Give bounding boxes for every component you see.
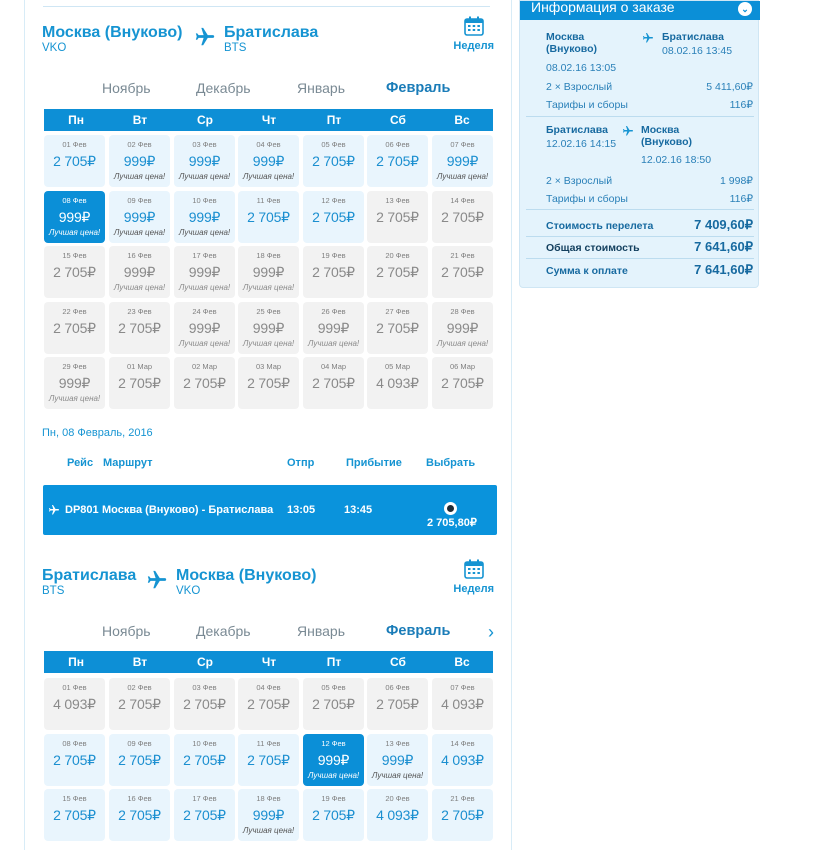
- calendar-day-cell[interactable]: [367, 191, 428, 243]
- calendar-day-cell[interactable]: [432, 135, 493, 187]
- day-price: 999₽: [252, 319, 285, 336]
- leg1-fee-label: Тарифы и сборы: [546, 99, 628, 111]
- calendar-day-cell[interactable]: [367, 789, 428, 841]
- day-price: 2 705₽: [53, 153, 96, 169]
- tab-month-november[interactable]: Ноябрь: [102, 80, 151, 96]
- day-date: 24 Фев: [192, 306, 217, 316]
- weekday-label: Вт: [132, 655, 148, 669]
- best-price-badge: Лучшая цена!: [48, 227, 101, 237]
- plane-icon: [622, 124, 634, 136]
- calendar-day-cell[interactable]: [303, 302, 364, 354]
- day-date: 07 Фев: [450, 683, 475, 692]
- day-price: 2 705₽: [441, 807, 484, 823]
- day-date: 19 Фев: [321, 794, 346, 803]
- day-price: 2 705₽: [312, 375, 355, 391]
- pay-label: Сумма к оплате: [546, 265, 628, 277]
- leg2-to-time: 12.02.16 18:50: [641, 154, 712, 166]
- outbound-from-city: Москва (Внуково): [42, 24, 183, 41]
- day-date: 16 Фев: [127, 794, 152, 803]
- calendar-icon[interactable]: [464, 559, 484, 579]
- best-price-badge: Лучшая цена!: [113, 283, 166, 292]
- flight-select-radio[interactable]: [444, 502, 457, 515]
- best-price-badge: Лучшая цена!: [178, 172, 231, 181]
- day-price: 2 705₽: [441, 208, 484, 225]
- day-date: 27 Фев: [385, 306, 410, 316]
- calendar-day-cell[interactable]: [432, 734, 493, 786]
- day-date: 09 Фев: [127, 195, 152, 205]
- leg2-fee-label: Тарифы и сборы: [546, 193, 628, 205]
- calendar-day-cell[interactable]: [109, 734, 170, 786]
- leg1-fee-price: 116₽: [729, 99, 753, 111]
- day-date: 13 Фев: [385, 738, 410, 748]
- calendar-day-cell[interactable]: [303, 246, 364, 298]
- calendar-day-cell[interactable]: [432, 789, 493, 841]
- outbound-from-code: VKO: [42, 42, 67, 54]
- day-price: 2 705₽: [118, 751, 161, 768]
- calendar-day-cell[interactable]: [367, 357, 428, 409]
- day-date: 12 Фев: [321, 738, 346, 748]
- day-date: 02 Фев: [127, 140, 152, 149]
- day-date: 13 Фев: [385, 195, 410, 205]
- best-price-badge: Лучшая цена!: [178, 283, 231, 292]
- selected-date-label: Пн, 08 Февраль, 2016: [42, 427, 153, 439]
- day-date: 17 Фев: [192, 251, 217, 260]
- calendar-day-cell[interactable]: [109, 789, 170, 841]
- calendar-day-cell[interactable]: [367, 135, 428, 187]
- day-date: 15 Фев: [62, 794, 87, 803]
- day-price: 999₽: [123, 208, 156, 225]
- calendar-day-cell[interactable]: [432, 678, 493, 730]
- day-price: 999₽: [252, 153, 285, 169]
- calendar-day-cell[interactable]: [367, 302, 428, 354]
- tab-month-january[interactable]: Январь: [297, 623, 345, 639]
- divider: [526, 209, 754, 210]
- day-price: 2 705₽: [118, 375, 161, 391]
- calendar-day-cell[interactable]: [432, 302, 493, 354]
- best-price-badge: Лучшая цена!: [371, 770, 424, 780]
- weekday-label: Ср: [197, 655, 213, 669]
- day-price: 999₽: [252, 264, 285, 280]
- calendar-icon[interactable]: [464, 16, 484, 36]
- return-weekday-header: [44, 651, 493, 673]
- day-price: 2 705₽: [183, 696, 226, 712]
- day-price: 999₽: [58, 375, 91, 391]
- week-view-link[interactable]: Неделя: [453, 583, 494, 595]
- tab-month-january[interactable]: Январь: [297, 80, 345, 96]
- order-info-header[interactable]: [520, 1, 760, 20]
- day-price: 2 705₽: [183, 807, 226, 823]
- calendar-day-cell[interactable]: [303, 734, 364, 786]
- weekday-label: Ср: [197, 113, 213, 127]
- day-price: 2 705₽: [183, 375, 226, 391]
- best-price-badge: Лучшая цена!: [307, 770, 360, 780]
- tab-month-february[interactable]: Февраль: [386, 80, 451, 96]
- leg2-from: Братислава: [546, 124, 608, 136]
- week-view-link[interactable]: Неделя: [453, 40, 494, 52]
- best-price-badge: Лучшая цена!: [436, 172, 489, 181]
- day-price: 2 705₽: [247, 375, 290, 391]
- divider: [526, 258, 754, 259]
- calendar-day-cell[interactable]: [174, 678, 235, 730]
- day-date: 02 Фев: [127, 683, 152, 692]
- calendar-day-cell[interactable]: [432, 357, 493, 409]
- leg1-to: Братислава: [662, 31, 724, 43]
- calendar-day-cell[interactable]: [367, 734, 428, 786]
- day-price: 2 705₽: [312, 208, 355, 225]
- day-price: 2 705₽: [312, 807, 355, 823]
- day-price: 2 705₽: [183, 751, 226, 768]
- day-date: 10 Фев: [192, 195, 217, 205]
- best-price-badge: Лучшая цена!: [113, 227, 166, 237]
- day-date: 23 Фев: [127, 306, 152, 316]
- day-date: 29 Фев: [62, 362, 87, 371]
- weekday-label: Вт: [132, 113, 148, 127]
- day-date: 08 Фев: [62, 738, 87, 748]
- day-price: 2 705₽: [53, 751, 96, 768]
- tab-month-december[interactable]: Декабрь: [196, 623, 251, 639]
- calendar-day-cell[interactable]: [109, 357, 170, 409]
- day-date: 10 Фев: [192, 738, 217, 748]
- day-price: 2 705₽: [376, 319, 419, 336]
- day-date: 03 Мар: [255, 362, 282, 371]
- best-price-badge: Лучшая цена!: [178, 338, 231, 348]
- plane-icon: [48, 504, 60, 516]
- order-info-panel: [519, 0, 759, 288]
- column-flight: Рейс: [67, 457, 94, 469]
- leg2-pax-label: 2 × Взрослый: [546, 175, 613, 187]
- leg1-to-time: 08.02.16 13:45: [662, 45, 733, 57]
- calendar-day-cell[interactable]: [109, 135, 170, 187]
- flight-departure: 13:05: [287, 504, 316, 516]
- day-date: 03 Фев: [192, 683, 217, 692]
- day-date: 01 Мар: [126, 362, 153, 371]
- calendar-day-cell[interactable]: [109, 191, 170, 243]
- return-to-city: Москва (Внуково): [176, 567, 317, 584]
- order-info-title: Информация о заказе: [531, 0, 675, 15]
- day-price: 999₽: [252, 807, 285, 823]
- calendar-day-cell[interactable]: [44, 734, 105, 786]
- day-price: 2 705₽: [441, 375, 484, 391]
- day-date: 04 Фев: [256, 140, 281, 149]
- calendar-day-cell[interactable]: [44, 135, 105, 187]
- divider: [526, 116, 754, 117]
- day-price: 2 705₽: [312, 696, 355, 712]
- day-date: 06 Фев: [385, 140, 410, 149]
- calendar-day-cell[interactable]: [109, 302, 170, 354]
- day-date: 02 Мар: [191, 362, 218, 371]
- day-date: 21 Фев: [450, 251, 475, 260]
- calendar-day-cell[interactable]: [367, 246, 428, 298]
- best-price-badge: Лучшая цена!: [242, 283, 295, 292]
- calendar-day-cell[interactable]: [367, 678, 428, 730]
- day-date: 18 Фев: [256, 794, 281, 803]
- weekday-label: Вс: [454, 655, 470, 669]
- calendar-day-cell[interactable]: [174, 246, 235, 298]
- day-date: 15 Фев: [62, 251, 87, 260]
- day-date: 25 Фев: [256, 306, 281, 316]
- flight-route: Москва (Внуково) - Братислава: [102, 504, 274, 516]
- divider: [526, 236, 754, 237]
- day-price: 2 705₽: [118, 319, 161, 336]
- leg1-pax-label: 2 × Взрослый: [546, 81, 613, 93]
- day-date: 01 Фев: [62, 140, 87, 149]
- outbound-weekday-header: [44, 109, 493, 131]
- return-month-tabs: [42, 623, 494, 643]
- day-price: 2 705₽: [247, 696, 290, 712]
- chevron-down-icon[interactable]: ⌄: [738, 2, 752, 16]
- day-date: 06 Фев: [385, 683, 410, 692]
- calendar-day-cell[interactable]: [174, 734, 235, 786]
- day-price: 999₽: [58, 208, 91, 225]
- day-price: 999₽: [188, 153, 221, 169]
- day-date: 11 Фев: [256, 195, 281, 205]
- day-date: 12 Фев: [321, 195, 346, 205]
- calendar-day-cell[interactable]: [238, 789, 299, 841]
- outbound-to-code: BTS: [224, 42, 247, 54]
- best-price-badge: Лучшая цена!: [48, 394, 101, 403]
- outbound-to-city: Братислава: [224, 24, 319, 41]
- return-from-code: BTS: [42, 585, 65, 597]
- day-date: 18 Фев: [256, 251, 281, 260]
- calendar-day-cell[interactable]: [303, 789, 364, 841]
- day-date: 09 Фев: [127, 738, 152, 748]
- day-date: 04 Мар: [320, 362, 347, 371]
- day-price: 999₽: [446, 319, 479, 336]
- day-date: 21 Фев: [450, 794, 475, 803]
- calendar-day-cell[interactable]: [432, 191, 493, 243]
- leg2-to: Москва (Внуково): [641, 124, 693, 148]
- best-price-badge: Лучшая цена!: [242, 172, 295, 181]
- day-date: 05 Фев: [321, 140, 346, 149]
- weekday-label: Пн: [68, 113, 84, 127]
- day-price: 999₽: [317, 751, 350, 768]
- calendar-day-cell[interactable]: [174, 789, 235, 841]
- day-date: 08 Фев: [62, 195, 87, 205]
- calendar-day-cell[interactable]: [303, 678, 364, 730]
- day-date: 05 Фев: [321, 683, 346, 692]
- plane-icon: [146, 569, 168, 591]
- weekday-label: Сб: [390, 655, 406, 669]
- day-price: 999₽: [123, 264, 156, 280]
- day-price: 2 705₽: [312, 153, 355, 169]
- calendar-day-cell[interactable]: [238, 246, 299, 298]
- leg1-pax-price: 5 411,60₽: [706, 81, 753, 93]
- day-price: 2 705₽: [53, 264, 96, 280]
- day-date: 16 Фев: [127, 251, 152, 260]
- total-value: 7 641,60₽: [694, 239, 753, 254]
- day-price: 2 705₽: [53, 319, 96, 336]
- day-date: 11 Фев: [256, 738, 281, 748]
- day-date: 06 Мар: [449, 362, 476, 371]
- calendar-day-cell[interactable]: [174, 302, 235, 354]
- day-price: 4 093₽: [441, 696, 484, 712]
- calendar-day-cell[interactable]: [174, 135, 235, 187]
- day-date: 20 Фев: [385, 794, 410, 803]
- day-price: 999₽: [188, 264, 221, 280]
- flight-cost-value: 7 409,60₽: [694, 217, 753, 232]
- calendar-day-cell[interactable]: [303, 135, 364, 187]
- day-price: 2 705₽: [53, 807, 96, 823]
- day-price: 4 093₽: [376, 375, 419, 391]
- day-date: 22 Фев: [62, 306, 87, 316]
- day-price: 2 705₽: [247, 751, 290, 768]
- day-date: 07 Фев: [450, 140, 475, 149]
- weekday-label: Чт: [261, 655, 277, 669]
- leg1-from: Москва (Внуково): [546, 31, 598, 55]
- column-departure: Отпр: [287, 457, 315, 469]
- outbound-month-tabs: [42, 80, 494, 100]
- flight-cost-label: Стоимость перелета: [546, 220, 654, 232]
- leg2-pax-price: 1 998₽: [720, 175, 753, 187]
- day-date: 03 Фев: [192, 140, 217, 149]
- weekday-label: Сб: [390, 113, 406, 127]
- day-price: 999₽: [317, 319, 350, 336]
- day-price: 4 093₽: [376, 807, 419, 823]
- leg1-from-time: 08.02.16 13:05: [546, 62, 617, 74]
- weekday-label: Пн: [68, 655, 84, 669]
- day-price: 2 705₽: [247, 208, 290, 225]
- return-from-city: Братислава: [42, 567, 137, 584]
- return-to-code: VKO: [176, 585, 201, 597]
- weekday-label: Пт: [326, 655, 342, 669]
- total-label: Общая стоимость: [546, 242, 640, 254]
- calendar-day-cell[interactable]: [109, 678, 170, 730]
- day-price: 2 705₽: [118, 807, 161, 823]
- calendar-day-cell[interactable]: [44, 678, 105, 730]
- calendar-day-cell[interactable]: [238, 678, 299, 730]
- calendar-day-cell[interactable]: [303, 191, 364, 243]
- best-price-badge: Лучшая цена!: [436, 338, 489, 348]
- best-price-badge: Лучшая цена!: [178, 227, 231, 237]
- flight-row[interactable]: [43, 485, 497, 535]
- calendar-day-cell[interactable]: [44, 246, 105, 298]
- calendar-day-cell[interactable]: [238, 302, 299, 354]
- day-date: 19 Фев: [321, 251, 346, 260]
- day-price: 4 093₽: [441, 751, 484, 768]
- day-price: 2 705₽: [376, 696, 419, 712]
- weekday-label: Чт: [261, 113, 277, 127]
- day-price: 999₽: [446, 153, 479, 169]
- tab-month-february[interactable]: Февраль: [386, 623, 451, 639]
- calendar-day-cell[interactable]: [109, 246, 170, 298]
- calendar-day-cell[interactable]: [174, 191, 235, 243]
- plane-icon: [194, 26, 216, 48]
- calendar-day-cell[interactable]: [303, 357, 364, 409]
- day-price: 2 705₽: [376, 153, 419, 169]
- tab-month-december[interactable]: Декабрь: [196, 80, 251, 96]
- calendar-day-cell[interactable]: [174, 357, 235, 409]
- calendar-day-cell[interactable]: [44, 789, 105, 841]
- weekday-label: Пт: [326, 113, 342, 127]
- day-date: 17 Фев: [192, 794, 217, 803]
- best-price-badge: Лучшая цена!: [307, 338, 360, 348]
- outbound-route-header: [42, 24, 494, 68]
- day-price: 999₽: [188, 208, 221, 225]
- day-date: 14 Фев: [450, 738, 475, 748]
- best-price-badge: Лучшая цена!: [242, 826, 295, 835]
- flight-arrival: 13:45: [344, 504, 373, 516]
- best-price-badge: Лучшая цена!: [113, 172, 166, 181]
- flight-number: DP801: [65, 504, 99, 516]
- return-route-header: [42, 567, 494, 611]
- chevron-right-icon[interactable]: ›: [488, 622, 494, 642]
- day-price: 2 705₽: [118, 696, 161, 712]
- tab-month-november[interactable]: Ноябрь: [102, 623, 151, 639]
- day-price: 999₽: [381, 751, 414, 768]
- day-date: 04 Фев: [256, 683, 281, 692]
- column-select: Выбрать: [426, 457, 476, 469]
- best-price-badge: Лучшая цена!: [242, 338, 295, 348]
- calendar-day-cell[interactable]: [238, 734, 299, 786]
- weekday-label: Вс: [454, 113, 470, 127]
- day-date: 01 Фев: [62, 683, 87, 692]
- day-price: 999₽: [188, 319, 221, 336]
- day-date: 05 Мар: [384, 362, 411, 371]
- day-price: 2 705₽: [441, 264, 484, 280]
- plane-icon: [642, 31, 654, 43]
- day-price: 999₽: [123, 153, 156, 169]
- column-route: Маршрут: [103, 457, 153, 469]
- day-date: 14 Фев: [450, 195, 475, 205]
- calendar-day-cell[interactable]: [44, 357, 105, 409]
- pay-value: 7 641,60₽: [694, 262, 753, 277]
- calendar-day-cell[interactable]: [238, 135, 299, 187]
- day-price: 2 705₽: [376, 208, 419, 225]
- calendar-day-cell[interactable]: [238, 191, 299, 243]
- day-date: 28 Фев: [450, 306, 475, 316]
- flight-table-header: [44, 457, 493, 473]
- day-price: 2 705₽: [376, 264, 419, 280]
- divider: [43, 6, 490, 7]
- day-date: 20 Фев: [385, 251, 410, 260]
- calendar-day-cell[interactable]: [44, 191, 105, 243]
- day-price: 2 705₽: [312, 264, 355, 280]
- calendar-day-cell[interactable]: [432, 246, 493, 298]
- column-arrival: Прибытие: [346, 457, 402, 469]
- day-price: 4 093₽: [53, 696, 96, 712]
- calendar-day-cell[interactable]: [238, 357, 299, 409]
- calendar-day-cell[interactable]: [44, 302, 105, 354]
- leg2-from-time: 12.02.16 14:15: [546, 138, 617, 150]
- day-date: 26 Фев: [321, 306, 346, 316]
- flight-price: 2 705,80₽: [427, 517, 477, 529]
- leg2-fee-price: 116₽: [729, 193, 753, 205]
